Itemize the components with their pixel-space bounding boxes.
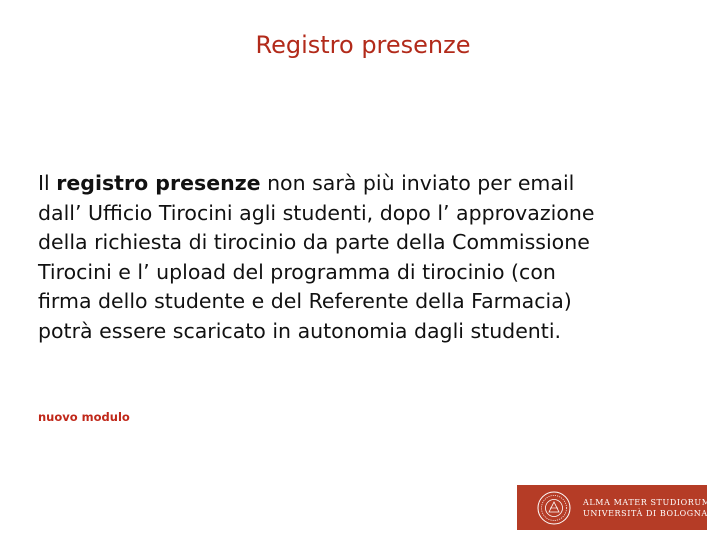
body-text-bold: registro presenze [56,171,261,195]
university-logo [517,485,711,530]
logo-line-1: ALMA MATER STUDIORUM [583,497,711,507]
logo-wordmark [583,497,711,519]
body-paragraph [38,169,703,346]
slide-title: Registro presenze [255,31,471,59]
body-text-rest: non sarà più inviato per email dall’ Ufficio Tirocini agli studenti, dopo l’ approvazione della richiesta di tirocinio da parte della Commissione Tirocini e l’ upload del programma di tirocinio (con firma dello studente e del Referente della Farmacia) potrà essere scaricato in autonomia dagli studenti. [38,171,595,343]
body-text-intro: Il [38,171,57,195]
university-seal-icon [537,491,571,525]
logo-line-2: UNIVERSITÀ DI BOLOGNA [583,508,708,518]
nuovo-modulo-link[interactable]: nuovo modulo [38,410,130,424]
